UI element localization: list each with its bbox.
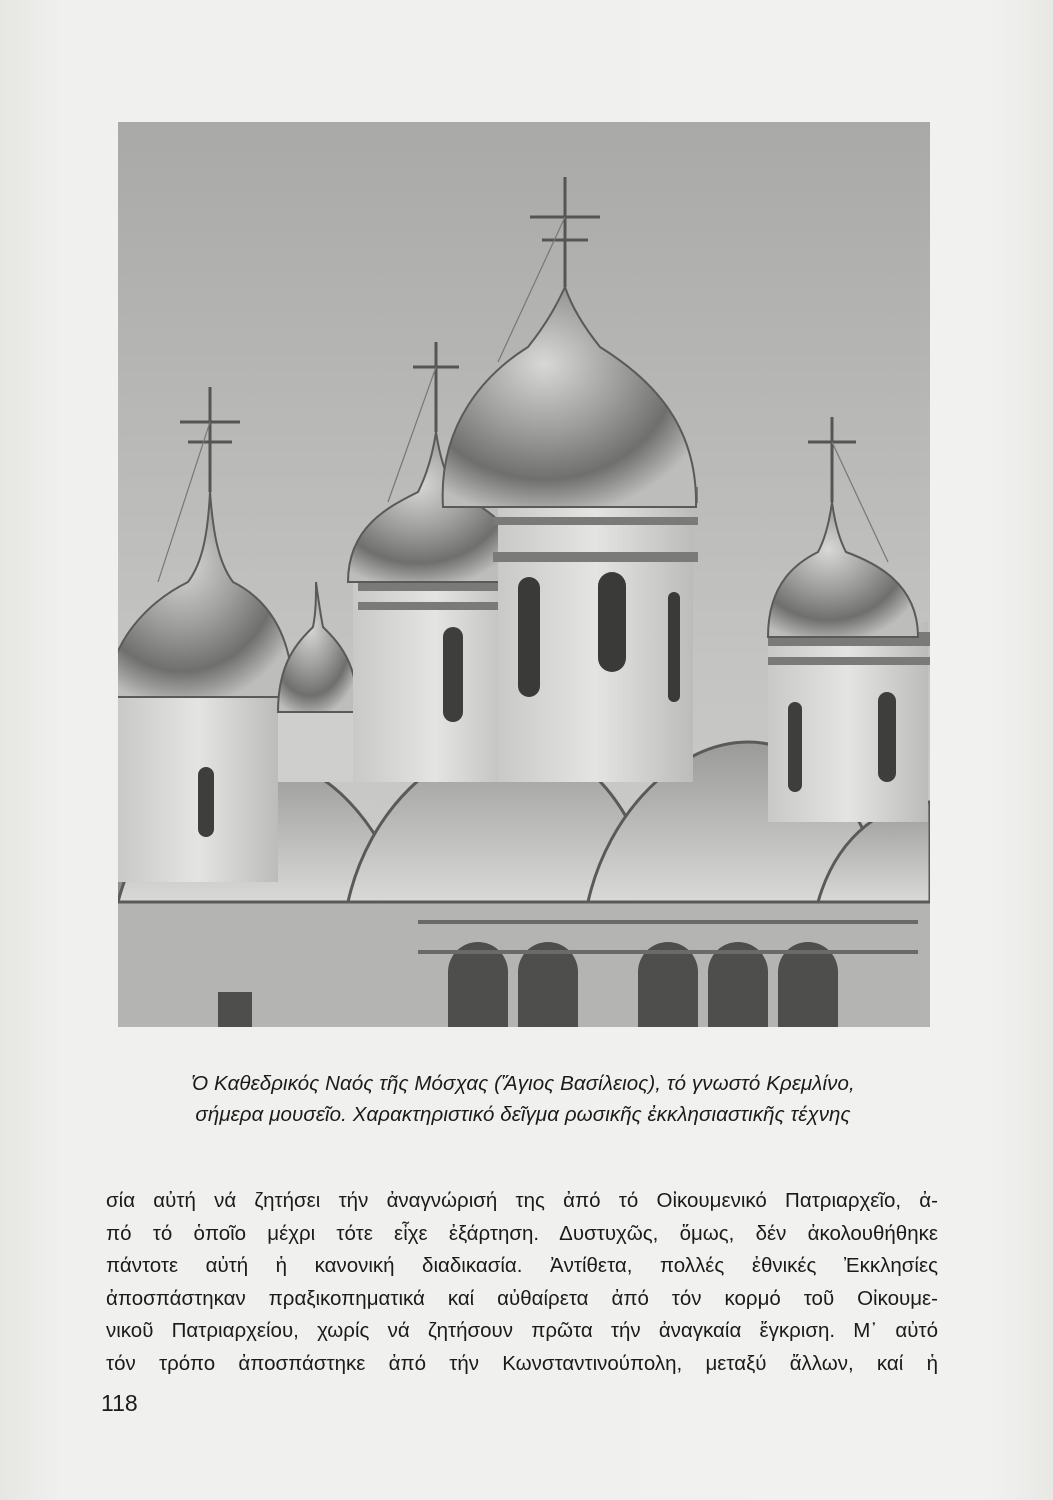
body-paragraph	[106, 1185, 938, 1380]
text-line: σία αὐτή νά ζητήσει τήν ἀναγνώρισή της ἀπό τό Οἰκουμενικό Πατριαρχεῖο, ἀ-	[106, 1189, 938, 1212]
text-line: πό τό ὁποῖο μέχρι τότε εἶχε ἐξάρτηση. Δυστυχῶς, ὅμως, δέν ἀκολουθήθηκε	[106, 1221, 938, 1245]
cathedral-photo	[118, 122, 930, 1027]
cathedral-domes-illustration	[118, 122, 930, 1027]
text-line: νικοῦ Πατριαρχείου, χωρίς νά ζητήσουν πρῶτα τήν ἀναγκαία ἔγκριση. Μ᾿ αὐτό	[106, 1319, 938, 1342]
text-line: τόν τρόπο ἀποσπάστηκε ἀπό τήν Κωνσταντινούπολη, μεταξύ ἄλλων, καί ἡ	[106, 1351, 938, 1375]
page-number: 118	[101, 1390, 138, 1416]
caption-line: Ὁ Καθεδρικός Ναός τῆς Μόσχας (Ἅγιος Βασίλειος), τό γνωστό Κρεμλίνο,	[191, 1072, 855, 1095]
photo-caption	[108, 1068, 938, 1130]
text-line: πάντοτε αὐτή ἡ κανονική διαδικασία. Ἀντίθετα, πολλές ἐθνικές Ἐκκλησίες	[106, 1254, 938, 1277]
caption-line: σήμερα μουσεῖο. Χαρακτηριστικό δεῖγμα ρωσικῆς ἐκκλησιαστικῆς τέχνης	[195, 1103, 851, 1126]
text-line: ἀποσπάστηκαν πραξικοπηματικά καί αὐθαίρετα ἀπό τόν κορμό τοῦ Οἰκουμε-	[106, 1286, 938, 1310]
